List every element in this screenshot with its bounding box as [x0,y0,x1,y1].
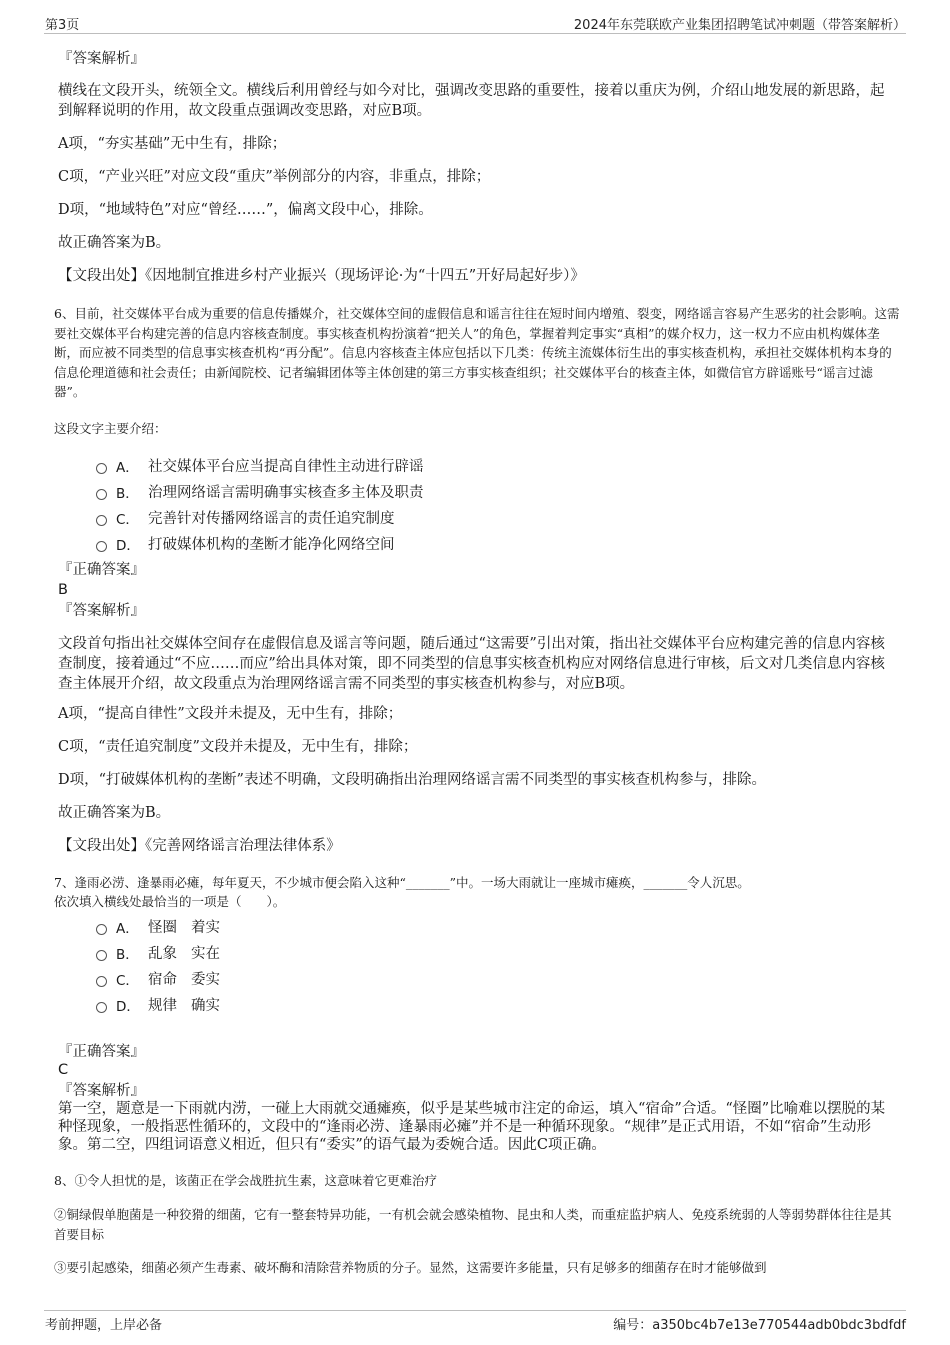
footer-slogan: 考前押题，上岸必备 [45,1318,163,1333]
q7-option-d[interactable]: D． 规律 确实 [96,994,220,1015]
q7-answer-label: 『正确答案』 [58,1044,145,1060]
radio-icon[interactable] [96,541,107,552]
q5-analysis-label: 『答案解析』 [58,51,145,67]
q6-option-d[interactable]: D． 打破媒体机构的垄断才能净化网络空间 [96,533,395,554]
radio-icon[interactable] [96,489,107,500]
q6-option-d-analysis: D项，“打破媒体机构的垄断”表述不明确，文段明确指出治理网络谣言需不同类型的事实核查机构参与，排除。 [58,772,766,788]
q6-option-a[interactable]: A． 社交媒体平台应当提高自律性主动进行辟谣 [96,455,424,476]
q5-option-d-analysis: D项，“地域特色”对应“曾经……”，偏离文段中心，排除。 [58,202,433,218]
radio-icon[interactable] [96,950,107,961]
radio-icon[interactable] [96,976,107,987]
document-title: 2024年东莞联欧产业集团招聘笔试冲刺题（带答案解析） [573,18,906,33]
q6-option-c[interactable]: C． 完善针对传播网络谣言的责任追究制度 [96,507,395,528]
q6-analysis-label: 『答案解析』 [58,603,145,619]
q5-analysis-text: 横线在文段开头，统领全文。横线后利用曾经与如今对比，强调改变思路的重要性，接着以重庆为例，介绍山地发展的新思路，起到解释说明的作用，故文段重点强调改变思路，对应B项。 [58,83,885,119]
q6-source: 【文段出处】《完善网络谣言治理法律体系》 [58,838,341,854]
q5-option-a-analysis: A项，“夯实基础”无中生有，排除； [58,136,287,152]
q6-stem: 6、目前，社交媒体平台成为重要的信息传播媒介，社交媒体空间的虚假信息和谣言往往在短时间内增殖、裂变，网络谣言容易产生恶劣的社会影响。这需要社交媒体平台构建完善的信息内容核查制度。事实核查机构扮演着“把关人”的角色，掌握着判定事实“真相”的媒介权力，这一权力不应由机构媒体垄断，而应被不同类型的信息事实核查机构“再分配”。信息内容核查主体应包括以下几类：传统主流媒体衍生出的事实核查机构，承担社交媒体机构本身的信息伦理道德和社会责任；由新闻院校、记者编辑团体等主体创建的第三方事实核查组织；社交媒体平台的核查主体，如微信官方辟谣账号“谣言过滤器”。 [54,306,900,399]
q7-option-c[interactable]: C． 宿命 委实 [96,968,220,989]
radio-icon[interactable] [96,515,107,526]
q8-sentence-2: ②铜绿假单胞菌是一种狡猾的细菌，它有一整套特异功能，一有机会就会感染植物、昆虫和人类，而重症监护病人、免疫系统弱的人等弱势群体往往是其首要目标 [54,1207,892,1242]
q8-sentence-1: 8、①令人担忧的是，该菌正在学会战胜抗生素，这意味着它更难治疗 [54,1173,437,1188]
q6-option-a-analysis: A项，“提高自律性”文段并未提及，无中生有，排除； [58,706,403,722]
radio-icon[interactable] [96,924,107,935]
q7-option-a[interactable]: A． 怪圈 着实 [96,916,220,937]
q6-conclusion: 故正确答案为B。 [58,805,171,821]
q7-answer: C [58,1062,69,1078]
footer-code-label: 编号： [613,1318,653,1333]
q7-analysis-text: 第一空，题意是一下雨就内涝，一碰上大雨就交通瘫痪，似乎是某些城市注定的命运，填入“宿命”合适。“怪圈”比喻难以摆脱的某种怪现象，一般指恶性循环的，文段中的“逢雨必涝、逢暴雨必瘫”并不是一种循环现象。“规律”是正式用语，不如“宿命”生动形象。第二空，四组词语意义相近，但只有“委实”的语气最为委婉合适。因此C项正确。 [58,1101,886,1153]
footer-code [613,1314,906,1333]
radio-icon[interactable] [96,1002,107,1013]
q7-option-b[interactable]: B． 乱象 实在 [96,942,220,963]
q7-stem-line2: 依次填入横线处最恰当的一项是（ ）。 [54,894,286,909]
footer-code-value: a350bc4b7e13e770544adb0bdc3bdfdf [652,1318,906,1333]
q6-option-b[interactable]: B． 治理网络谣言需明确事实核查多主体及职责 [96,481,424,502]
header-divider [44,33,906,34]
q7-stem-line1: 7、逢雨必涝、逢暴雨必瘫，每年夏天，不少城市便会陷入这种“_______”中。一场大雨就让一座城市瘫痪，_______令人沉思。 [54,875,750,890]
radio-icon[interactable] [96,463,107,474]
q6-option-c-analysis: C项，“责任追究制度”文段并未提及，无中生有，排除； [58,739,418,755]
q6-analysis-text: 文段首句指出社交媒体空间存在虚假信息及谣言等问题，随后通过“这需要”引出对策，指出社交媒体平台应构建完善的信息内容核查制度，接着通过“不应……而应”给出具体对策，即不同类型的信息事实核查机构应对网络信息进行审核，后文对几类信息内容核查主体展开介绍，故文段重点为治理网络谣言需不同类型的事实核查机构参与，对应B项。 [58,636,885,692]
q7-analysis-label: 『答案解析』 [58,1083,145,1099]
q8-sentence-3: ③要引起感染，细菌必须产生毒素、破坏酶和清除营养物质的分子。显然，这需要许多能量，只有足够多的细菌存在时才能够做到 [54,1260,767,1275]
q5-option-c-analysis: C项，“产业兴旺”对应文段“重庆”举例部分的内容，非重点，排除； [58,169,491,185]
q5-conclusion: 故正确答案为B。 [58,235,171,251]
page-number: 第3页 [45,18,80,33]
q5-source: 【文段出处】《因地制宜推进乡村产业振兴（现场评论·为“十四五”开好局起好步）》 [58,268,585,284]
footer-divider [44,1310,906,1311]
q6-answer-label: 『正确答案』 [58,562,145,578]
q6-prompt: 这段文字主要介绍： [54,421,167,436]
q6-answer: B [58,582,68,598]
